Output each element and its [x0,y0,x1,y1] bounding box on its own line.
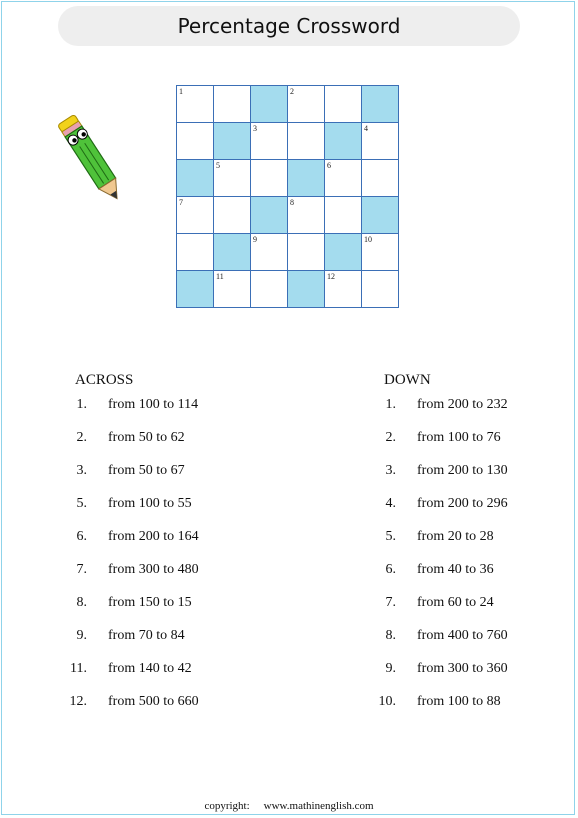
site-link[interactable]: www.mathinenglish.com [263,800,374,812]
clue-num: 9. [76,628,87,643]
grid-cell-shaded [325,234,362,271]
down-clue [378,694,501,727]
grid-cell[interactable] [214,86,251,123]
across-clue [69,694,199,727]
clue-num: 6. [385,562,396,577]
copyright-label: copyright: [204,800,250,812]
clue-text: from 150 to 15 [108,595,192,610]
grid-cell[interactable] [251,160,288,197]
clue-number: 3 [253,124,257,133]
clue-text: from 70 to 84 [108,628,185,643]
clue-text: from 20 to 28 [417,529,494,544]
grid-cell[interactable] [251,123,288,160]
grid-cell[interactable] [177,234,214,271]
clue-text: from 40 to 36 [417,562,494,577]
across-clue [75,397,199,430]
down-clue [384,529,494,562]
clue-num: 12. [69,694,87,709]
across-clues [69,372,199,727]
across-clue [75,562,199,595]
clue-number: 7 [179,198,183,207]
clue-num: 8. [385,628,396,643]
across-clue [75,529,199,562]
across-clue [75,430,185,463]
clue-text: from 300 to 360 [417,661,508,676]
clue-num: 2. [76,430,87,445]
grid-cell[interactable] [177,197,214,234]
clue-text: from 200 to 296 [417,496,508,511]
grid-cell-shaded [177,271,214,308]
down-clue [384,463,508,496]
grid-cell-shaded [288,271,325,308]
grid-cell-shaded [214,234,251,271]
grid-cell-shaded [251,197,288,234]
clue-text: from 50 to 62 [108,430,185,445]
grid-cell-shaded [362,197,399,234]
clue-text: from 200 to 164 [108,529,199,544]
clue-num: 1. [76,397,87,412]
clue-num: 2. [385,430,396,445]
grid-cell[interactable] [288,86,325,123]
grid-cell[interactable] [362,160,399,197]
grid-cell[interactable] [214,160,251,197]
clue-num: 5. [76,496,87,511]
down-clue [384,595,494,628]
clue-num: 7. [385,595,396,610]
across-clue [75,595,192,628]
grid-cell-shaded [362,86,399,123]
clue-text: from 200 to 232 [417,397,508,412]
across-clue [70,661,192,694]
clue-number: 1 [179,87,183,96]
clue-text: from 100 to 55 [108,496,192,511]
clue-number: 4 [364,124,368,133]
down-clue [384,628,508,661]
page-title: Percentage Crossword [177,14,401,38]
grid-cell[interactable] [251,234,288,271]
grid-cell[interactable] [325,271,362,308]
down-clue [384,430,501,463]
clue-number: 8 [290,198,294,207]
down-clue [384,562,494,595]
title-bar [58,6,520,46]
grid-cell[interactable] [362,123,399,160]
pencil-icon [52,104,132,216]
clue-text: from 100 to 114 [108,397,199,412]
across-clue [75,496,192,529]
clue-num: 1. [385,397,396,412]
grid-cell[interactable] [325,160,362,197]
crossword-grid [176,85,399,308]
clue-num: 6. [76,529,87,544]
grid-cell-shaded [214,123,251,160]
clue-text: from 100 to 88 [417,694,501,709]
clue-text: from 400 to 760 [417,628,508,643]
grid-cell[interactable] [177,123,214,160]
grid-cell[interactable] [288,234,325,271]
across-clue [75,463,185,496]
grid-cell-shaded [177,160,214,197]
across-heading: ACROSS [75,372,134,388]
clue-num: 8. [76,595,87,610]
clue-num: 3. [385,463,396,478]
grid-cell[interactable] [362,271,399,308]
clue-num: 7. [76,562,87,577]
clue-text: from 140 to 42 [108,661,192,676]
clue-num: 4. [385,496,396,511]
down-clue [384,397,508,430]
grid-cell[interactable] [251,271,288,308]
clue-number: 2 [290,87,294,96]
clue-text: from 300 to 480 [108,562,199,577]
clue-text: from 50 to 67 [108,463,185,478]
grid-cell[interactable] [362,234,399,271]
clue-number: 9 [253,235,257,244]
across-clue [75,628,185,661]
clue-num: 11. [70,661,87,676]
down-heading: DOWN [384,372,431,388]
clue-num: 5. [385,529,396,544]
down-clue [384,496,508,529]
grid-cell-shaded [288,160,325,197]
grid-cell[interactable] [325,86,362,123]
footer [0,800,578,812]
clue-number: 12 [327,272,335,281]
clue-text: from 500 to 660 [108,694,199,709]
grid-cell[interactable] [288,197,325,234]
grid-cell-shaded [251,86,288,123]
clue-number: 5 [216,161,220,170]
grid-cell[interactable] [288,123,325,160]
grid-cell-shaded [325,123,362,160]
grid-cell[interactable] [214,197,251,234]
down-clue [384,661,508,694]
grid-cell[interactable] [177,86,214,123]
down-clues [378,372,508,727]
grid-cell[interactable] [214,271,251,308]
clue-num: 3. [76,463,87,478]
clue-text: from 200 to 130 [417,463,508,478]
clue-num: 9. [385,661,396,676]
grid-cell[interactable] [325,197,362,234]
clue-number: 6 [327,161,331,170]
clue-number: 10 [364,235,372,244]
clue-text: from 60 to 24 [417,595,494,610]
clue-text: from 100 to 76 [417,430,501,445]
clue-number: 11 [216,272,224,281]
clue-num: 10. [378,694,396,709]
